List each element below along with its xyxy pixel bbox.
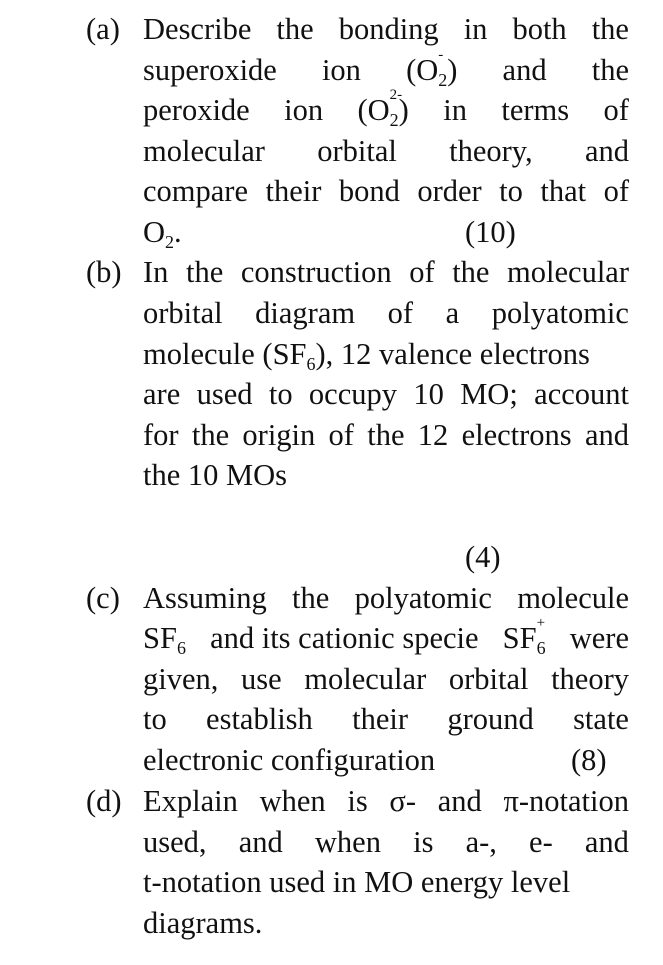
question-b-label: (b)	[86, 255, 122, 289]
question-b-line-2: orbital diagram of a polyatomic	[143, 296, 629, 330]
question-c-label: (c)	[86, 581, 120, 615]
sf6-cation-formula: SF6 +	[502, 615, 546, 658]
question-b-line-3: molecule $(SF_6)$, 12 valence electrons	[143, 337, 590, 374]
question-a-line-4: molecular orbital theory, and	[143, 134, 629, 168]
peroxide-formula: (O2 2- )	[357, 87, 409, 130]
question-a-label: (a)	[86, 12, 120, 46]
question-c-line-4: to establish their ground state	[143, 702, 629, 736]
question-c-line-1: Assuming the polyatomic molecule	[143, 581, 629, 615]
question-a-marks: (10)	[465, 215, 516, 249]
question-c-marks: (8)	[571, 743, 607, 777]
sf6-formula: $SF_6$	[143, 621, 186, 658]
question-b-line-4: are used to occupy 10 MO; account	[143, 377, 629, 411]
question-c-line-5: electronic configuration	[143, 743, 436, 777]
question-d-line-2: used, and when is a-, e- and	[143, 825, 629, 859]
question-b-line-5: for the origin of the 12 electrons and	[143, 418, 629, 452]
question-c-line-3: given, use molecular orbital theory	[143, 662, 629, 696]
question-d-line-1: Explain when is σ- and π-notation	[143, 784, 629, 818]
question-a-line-5: compare their bond order to that of	[143, 174, 629, 208]
question-d-line-3: t-notation used in MO energy level	[143, 865, 571, 899]
superoxide-formula: (O2 - )	[406, 47, 458, 90]
question-a-line-6: $O_2$.	[143, 215, 182, 252]
question-c-line-2: $SF_6$ and its cationic specie SF6 + were	[143, 615, 629, 658]
question-b-line-1: In the construction of the molecular	[143, 255, 629, 289]
question-d-label: (d)	[86, 784, 122, 818]
question-a-line-3: peroxide ion (O2 2- ) in terms of	[143, 87, 629, 130]
question-d-line-4: diagrams.	[143, 906, 263, 940]
question-b-line-6: the 10 MOs	[143, 458, 288, 492]
question-b-marks: (4)	[465, 540, 501, 574]
question-a-line-2: superoxide ion (O2 - ) and the	[143, 47, 629, 90]
question-a-line-1: Describe the bonding in both the	[143, 12, 629, 46]
